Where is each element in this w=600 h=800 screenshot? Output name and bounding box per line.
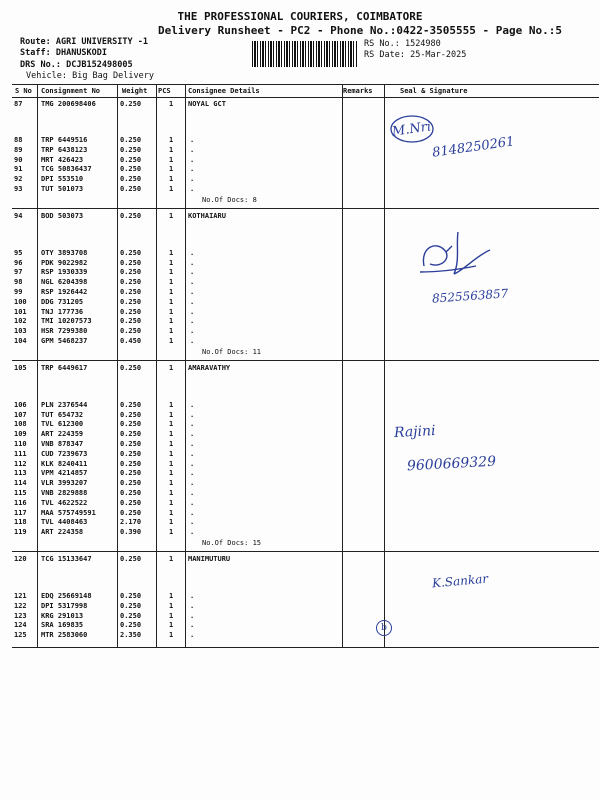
cell-pcs: 1 xyxy=(169,258,174,267)
cell-cons: ART 224358 xyxy=(41,528,84,537)
route-row xyxy=(20,37,148,47)
signature-phone: 8525563857 xyxy=(431,286,509,306)
cell-weight: 0.250 xyxy=(120,288,142,296)
cell-cons: DPI 5317998 xyxy=(41,601,88,610)
cell-pcs: 1 xyxy=(169,145,174,154)
table-row xyxy=(12,450,342,460)
cell-consignee-dot: . xyxy=(190,248,195,257)
table-row xyxy=(12,249,342,259)
drs-label: DRS No.: xyxy=(20,60,61,70)
consignee-name: NOYAL GCT xyxy=(188,100,226,108)
cell-pcs: 1 xyxy=(169,278,174,287)
cell-cons: TVL 4622522 xyxy=(41,498,88,507)
cell-sno: 87 xyxy=(14,100,23,108)
cell-consignee-dot: . xyxy=(190,440,195,448)
table-row xyxy=(12,602,342,612)
table-row xyxy=(12,259,342,269)
cell-sno: 118 xyxy=(14,518,27,527)
group-main-row xyxy=(12,555,342,565)
cell-cons: TMI 10207573 xyxy=(41,317,92,326)
cell-weight: 0.250 xyxy=(120,363,142,372)
cell-pcs: 1 xyxy=(169,337,174,345)
cell-sno: 108 xyxy=(14,420,27,429)
cell-sno: 119 xyxy=(14,528,27,537)
page-mark: b xyxy=(376,620,392,636)
cell-weight: 0.250 xyxy=(120,592,142,600)
cell-weight: 0.250 xyxy=(120,479,142,488)
group-separator xyxy=(12,208,599,209)
cell-sno: 107 xyxy=(14,410,27,419)
cell-cons: VPM 4214857 xyxy=(41,469,88,478)
table-row xyxy=(12,308,342,318)
cell-sno: 98 xyxy=(14,278,23,287)
cell-cons: VLR 3993207 xyxy=(41,479,88,488)
staff-label: Staff: xyxy=(20,48,51,58)
rs-date-value: 25-Mar-2025 xyxy=(410,50,467,60)
cell-cons: KLK 8240411 xyxy=(41,459,88,468)
cell-cons: EDQ 25669148 xyxy=(41,592,92,600)
cell-consignee-dot: . xyxy=(190,528,195,537)
cell-weight: 0.250 xyxy=(120,211,142,220)
table-row xyxy=(12,327,342,337)
cell-pcs: 1 xyxy=(169,175,174,184)
cell-sno: 95 xyxy=(14,248,23,257)
cell-sno: 90 xyxy=(14,155,23,164)
group-separator xyxy=(12,647,599,648)
cell-cons: DPI 553510 xyxy=(41,175,84,184)
rs-date-row xyxy=(364,50,466,60)
cell-weight: 0.250 xyxy=(120,145,142,154)
cell-weight: 0.250 xyxy=(120,268,142,277)
column-header-3: PCS xyxy=(158,87,171,95)
signature-phone: 9600669329 xyxy=(406,453,497,475)
table-row xyxy=(12,420,342,430)
cell-sno: 120 xyxy=(14,555,27,563)
cell-sno: 93 xyxy=(14,185,23,193)
cell-weight: 0.250 xyxy=(120,185,142,193)
column-divider xyxy=(37,84,38,647)
cell-sno: 109 xyxy=(14,430,27,439)
group-main-row xyxy=(12,100,342,110)
cell-pcs: 1 xyxy=(169,518,174,527)
cell-weight: 0.250 xyxy=(120,297,142,306)
cell-consignee-dot: . xyxy=(190,469,195,478)
cell-consignee-dot: . xyxy=(190,631,195,640)
cell-consignee-dot: . xyxy=(190,327,195,336)
cell-pcs: 1 xyxy=(169,317,174,326)
table-row xyxy=(12,146,342,156)
table-row xyxy=(12,298,342,308)
table-row xyxy=(12,469,342,479)
cell-weight: 2.350 xyxy=(120,631,142,640)
cell-sno: 91 xyxy=(14,165,23,174)
cell-consignee-dot: . xyxy=(190,268,195,277)
cell-weight: 0.250 xyxy=(120,430,142,439)
cell-weight: 0.250 xyxy=(120,459,142,468)
cell-consignee-dot: . xyxy=(190,410,195,419)
cell-weight: 0.250 xyxy=(120,155,142,164)
docs-count: No.Of Docs: 11 xyxy=(202,347,262,356)
signature-name: K.Sankar xyxy=(431,571,489,591)
cell-consignee-dot: . xyxy=(190,601,195,610)
table-row xyxy=(12,278,342,288)
cell-consignee-dot: . xyxy=(190,317,195,326)
group-separator xyxy=(12,551,599,552)
runsheet-title: Delivery Runsheet - PC2 - Phone No.:0422-3505555 - Page No.:5 xyxy=(158,24,562,37)
cell-cons: TRP 6438123 xyxy=(41,145,88,154)
group-main-row xyxy=(12,212,342,222)
table-top-border xyxy=(12,84,599,85)
consignee-name: KOTHAIARU xyxy=(188,211,226,220)
cell-weight: 0.250 xyxy=(120,410,142,419)
table-row xyxy=(12,460,342,470)
table-row xyxy=(12,411,342,421)
cell-pcs: 1 xyxy=(169,440,174,448)
column-divider xyxy=(185,84,186,647)
cell-weight: 0.250 xyxy=(120,248,142,257)
table-row xyxy=(12,430,342,440)
cell-pcs: 1 xyxy=(169,211,174,220)
docs-count: No.Of Docs: 8 xyxy=(202,195,257,204)
cell-sno: 97 xyxy=(14,268,23,277)
cell-sno: 105 xyxy=(14,363,27,372)
cell-weight: 0.250 xyxy=(120,165,142,174)
company-name: THE PROFESSIONAL COURIERS, COIMBATORE xyxy=(177,10,423,23)
cell-weight: 0.250 xyxy=(120,508,142,517)
column-header-5: Remarks xyxy=(343,87,373,95)
cell-weight: 0.250 xyxy=(120,258,142,267)
cell-sno: 113 xyxy=(14,469,27,478)
cell-sno: 101 xyxy=(14,307,27,316)
cell-cons: PLN 2376544 xyxy=(41,400,88,409)
table-header-border xyxy=(12,97,599,98)
cell-sno: 114 xyxy=(14,479,27,488)
cell-consignee-dot: . xyxy=(190,185,195,193)
consignee-name: AMARAVATHY xyxy=(188,363,231,372)
table-row xyxy=(12,612,342,622)
cell-consignee-dot: . xyxy=(190,337,195,345)
staff-value: DHANUSKODI xyxy=(55,48,108,58)
cell-cons: TVL 4408463 xyxy=(41,518,88,527)
cell-consignee-dot: . xyxy=(190,479,195,488)
cell-cons: TUT 501073 xyxy=(41,185,84,193)
cell-consignee-dot: . xyxy=(190,297,195,306)
cell-consignee-dot: . xyxy=(190,400,195,409)
cell-cons: VNB 2829888 xyxy=(41,489,88,497)
table-row xyxy=(12,631,342,641)
cell-cons: HSR 7299380 xyxy=(41,327,88,336)
cell-sno: 124 xyxy=(14,621,27,630)
signature-loop xyxy=(388,112,438,146)
cell-cons: SRA 169835 xyxy=(41,621,84,630)
cell-pcs: 1 xyxy=(169,307,174,316)
cell-pcs: 1 xyxy=(169,469,174,478)
cell-sno: 92 xyxy=(14,175,23,184)
cell-sno: 111 xyxy=(14,449,27,458)
cell-pcs: 1 xyxy=(169,155,174,164)
cell-consignee-dot: . xyxy=(190,459,195,468)
cell-sno: 121 xyxy=(14,592,27,600)
cell-weight: 0.250 xyxy=(120,317,142,326)
runsheet-table xyxy=(12,84,599,640)
cell-weight: 0.250 xyxy=(120,469,142,478)
cell-cons: NGL 6204398 xyxy=(41,278,88,287)
cell-pcs: 1 xyxy=(169,363,174,372)
cell-weight: 0.250 xyxy=(120,278,142,287)
table-row xyxy=(12,489,342,499)
cell-weight: 0.250 xyxy=(120,611,142,620)
table-row xyxy=(12,592,342,602)
cell-pcs: 1 xyxy=(169,288,174,296)
cell-sno: 89 xyxy=(14,145,23,154)
cell-sno: 106 xyxy=(14,400,27,409)
cell-weight: 0.250 xyxy=(120,498,142,507)
barcode xyxy=(252,41,358,67)
route-value: AGRI UNIVERSITY -1 xyxy=(55,37,148,47)
staff-row xyxy=(20,48,107,58)
vehicle-label: Vehicle: xyxy=(26,71,67,81)
cell-sno: 103 xyxy=(14,327,27,336)
table-row xyxy=(12,317,342,327)
cell-cons: TUT 654732 xyxy=(41,410,84,419)
cell-cons: BOD 503073 xyxy=(41,211,84,220)
cell-cons: MRT 426423 xyxy=(41,155,84,164)
cell-pcs: 1 xyxy=(169,410,174,419)
cell-pcs: 1 xyxy=(169,555,174,563)
cell-weight: 0.250 xyxy=(120,449,142,458)
cell-sno: 88 xyxy=(14,136,23,144)
route-label: Route: xyxy=(20,37,51,47)
table-row xyxy=(12,621,342,631)
table-row xyxy=(12,509,342,519)
cell-cons: TVL 612300 xyxy=(41,420,84,429)
signature-name: M.Nri xyxy=(391,119,433,140)
cell-sno: 112 xyxy=(14,459,27,468)
cell-pcs: 1 xyxy=(169,165,174,174)
table-row xyxy=(12,136,342,146)
cell-cons: TRP 6449617 xyxy=(41,363,88,372)
cell-pcs: 1 xyxy=(169,601,174,610)
cell-pcs: 1 xyxy=(169,420,174,429)
docs-count: No.Of Docs: 15 xyxy=(202,539,262,547)
cell-weight: 0.250 xyxy=(120,400,142,409)
table-row xyxy=(12,528,342,538)
cell-sno: 96 xyxy=(14,258,23,267)
column-header-6: Seal & Signature xyxy=(400,87,468,95)
vehicle-value: Big Bag Delivery xyxy=(72,71,154,81)
cell-pcs: 1 xyxy=(169,592,174,600)
cell-cons: RSP 1926442 xyxy=(41,288,88,296)
cell-cons: ART 224359 xyxy=(41,430,84,439)
cell-consignee-dot: . xyxy=(190,258,195,267)
cell-weight: 0.250 xyxy=(120,601,142,610)
cell-consignee-dot: . xyxy=(190,145,195,154)
signature-phone: 8148250261 xyxy=(431,134,516,161)
cell-sno: 117 xyxy=(14,508,27,517)
cell-cons: MAA 575749591 xyxy=(41,508,96,517)
column-divider xyxy=(117,84,118,647)
cell-weight: 0.250 xyxy=(120,327,142,336)
cell-cons: GPM 5468237 xyxy=(41,337,88,345)
table-row xyxy=(12,518,342,528)
cell-weight: 0.250 xyxy=(120,440,142,448)
cell-sno: 123 xyxy=(14,611,27,620)
cell-sno: 122 xyxy=(14,601,27,610)
column-divider xyxy=(156,84,157,647)
column-divider xyxy=(342,84,343,647)
table-row xyxy=(12,268,342,278)
cell-consignee-dot: . xyxy=(190,307,195,316)
cell-cons: TRP 6449516 xyxy=(41,136,88,144)
cell-consignee-dot: . xyxy=(190,508,195,517)
table-row xyxy=(12,156,342,166)
cell-consignee-dot: . xyxy=(190,155,195,164)
cell-pcs: 1 xyxy=(169,498,174,507)
cell-consignee-dot: . xyxy=(190,288,195,296)
cell-pcs: 1 xyxy=(169,268,174,277)
group-separator xyxy=(12,360,599,361)
cell-pcs: 1 xyxy=(169,327,174,336)
table-row xyxy=(12,337,342,347)
signature-scrawl xyxy=(416,226,496,282)
cell-weight: 2.170 xyxy=(120,518,142,527)
cell-weight: 0.250 xyxy=(120,307,142,316)
cell-cons: DDG 731205 xyxy=(41,297,84,306)
cell-weight: 0.250 xyxy=(120,420,142,429)
cell-consignee-dot: . xyxy=(190,518,195,527)
vehicle-row xyxy=(26,71,154,81)
cell-pcs: 1 xyxy=(169,430,174,439)
cell-consignee-dot: . xyxy=(190,592,195,600)
cell-sno: 116 xyxy=(14,498,27,507)
drs-value: DCJB152498005 xyxy=(66,60,133,70)
cell-sno: 125 xyxy=(14,631,27,640)
cell-pcs: 1 xyxy=(169,528,174,537)
signature-name: Rajini xyxy=(393,422,436,442)
cell-pcs: 1 xyxy=(169,400,174,409)
cell-cons: TMG 200698406 xyxy=(41,100,96,108)
cell-consignee-dot: . xyxy=(190,136,195,144)
cell-weight: 0.250 xyxy=(120,175,142,184)
cell-pcs: 1 xyxy=(169,631,174,640)
cell-cons: VNB 878347 xyxy=(41,440,84,448)
cell-sno: 110 xyxy=(14,440,27,448)
cell-weight: 0.250 xyxy=(120,136,142,144)
cell-cons: TNJ 177736 xyxy=(41,307,84,316)
cell-consignee-dot: . xyxy=(190,420,195,429)
group-main-row xyxy=(12,364,342,374)
table-row xyxy=(12,175,342,185)
cell-consignee-dot: . xyxy=(190,175,195,184)
cell-consignee-dot: . xyxy=(190,449,195,458)
cell-sno: 100 xyxy=(14,297,27,306)
table-row xyxy=(12,479,342,489)
table-row xyxy=(12,185,342,195)
table-row xyxy=(12,440,342,450)
cell-weight: 0.390 xyxy=(120,528,142,537)
cell-cons: TCG 50836437 xyxy=(41,165,92,174)
cell-pcs: 1 xyxy=(169,621,174,630)
column-header-0: S No xyxy=(15,87,32,95)
cell-pcs: 1 xyxy=(169,449,174,458)
cell-weight: 0.450 xyxy=(120,337,142,345)
cell-pcs: 1 xyxy=(169,136,174,144)
table-row xyxy=(12,165,342,175)
cell-consignee-dot: . xyxy=(190,498,195,507)
cell-pcs: 1 xyxy=(169,297,174,306)
cell-pcs: 1 xyxy=(169,611,174,620)
cell-consignee-dot: . xyxy=(190,430,195,439)
cell-sno: 94 xyxy=(14,211,23,220)
cell-cons: TCG 15133647 xyxy=(41,555,92,563)
table-row xyxy=(12,288,342,298)
rs-no-value: 1524980 xyxy=(404,39,441,49)
cell-pcs: 1 xyxy=(169,459,174,468)
cell-sno: 115 xyxy=(14,489,27,497)
column-header-4: Consignee Details xyxy=(188,87,260,95)
cell-consignee-dot: . xyxy=(190,489,195,497)
cell-consignee-dot: . xyxy=(190,611,195,620)
cell-cons: MTR 2583060 xyxy=(41,631,88,640)
cell-sno: 102 xyxy=(14,317,27,326)
table-row xyxy=(12,499,342,509)
cell-cons: CUD 7239673 xyxy=(41,449,88,458)
cell-weight: 0.250 xyxy=(120,489,142,497)
table-row xyxy=(12,401,342,411)
cell-consignee-dot: . xyxy=(190,165,195,174)
cell-cons: RSP 1930339 xyxy=(41,268,88,277)
rs-date-label: RS Date: xyxy=(364,50,405,60)
cell-pcs: 1 xyxy=(169,100,174,108)
column-divider xyxy=(384,84,385,647)
drs-row xyxy=(20,60,133,70)
cell-consignee-dot: . xyxy=(190,621,195,630)
column-header-1: Consignment No xyxy=(41,87,101,95)
cell-consignee-dot: . xyxy=(190,278,195,287)
column-header-2: Weight xyxy=(122,87,148,95)
cell-pcs: 1 xyxy=(169,185,174,193)
cell-sno: 104 xyxy=(14,337,27,345)
cell-weight: 0.250 xyxy=(120,621,142,630)
cell-cons: OTY 3893708 xyxy=(41,248,88,257)
consignee-name: MANIMUTURU xyxy=(188,555,231,563)
cell-pcs: 1 xyxy=(169,508,174,517)
rs-no-row xyxy=(364,39,441,49)
rs-no-label: RS No.: xyxy=(364,39,400,49)
cell-weight: 0.250 xyxy=(120,555,142,563)
cell-cons: PDK 9022982 xyxy=(41,258,88,267)
cell-pcs: 1 xyxy=(169,489,174,497)
cell-cons: KRG 291013 xyxy=(41,611,84,620)
cell-pcs: 1 xyxy=(169,479,174,488)
cell-pcs: 1 xyxy=(169,248,174,257)
cell-sno: 99 xyxy=(14,288,23,296)
cell-weight: 0.250 xyxy=(120,100,142,108)
